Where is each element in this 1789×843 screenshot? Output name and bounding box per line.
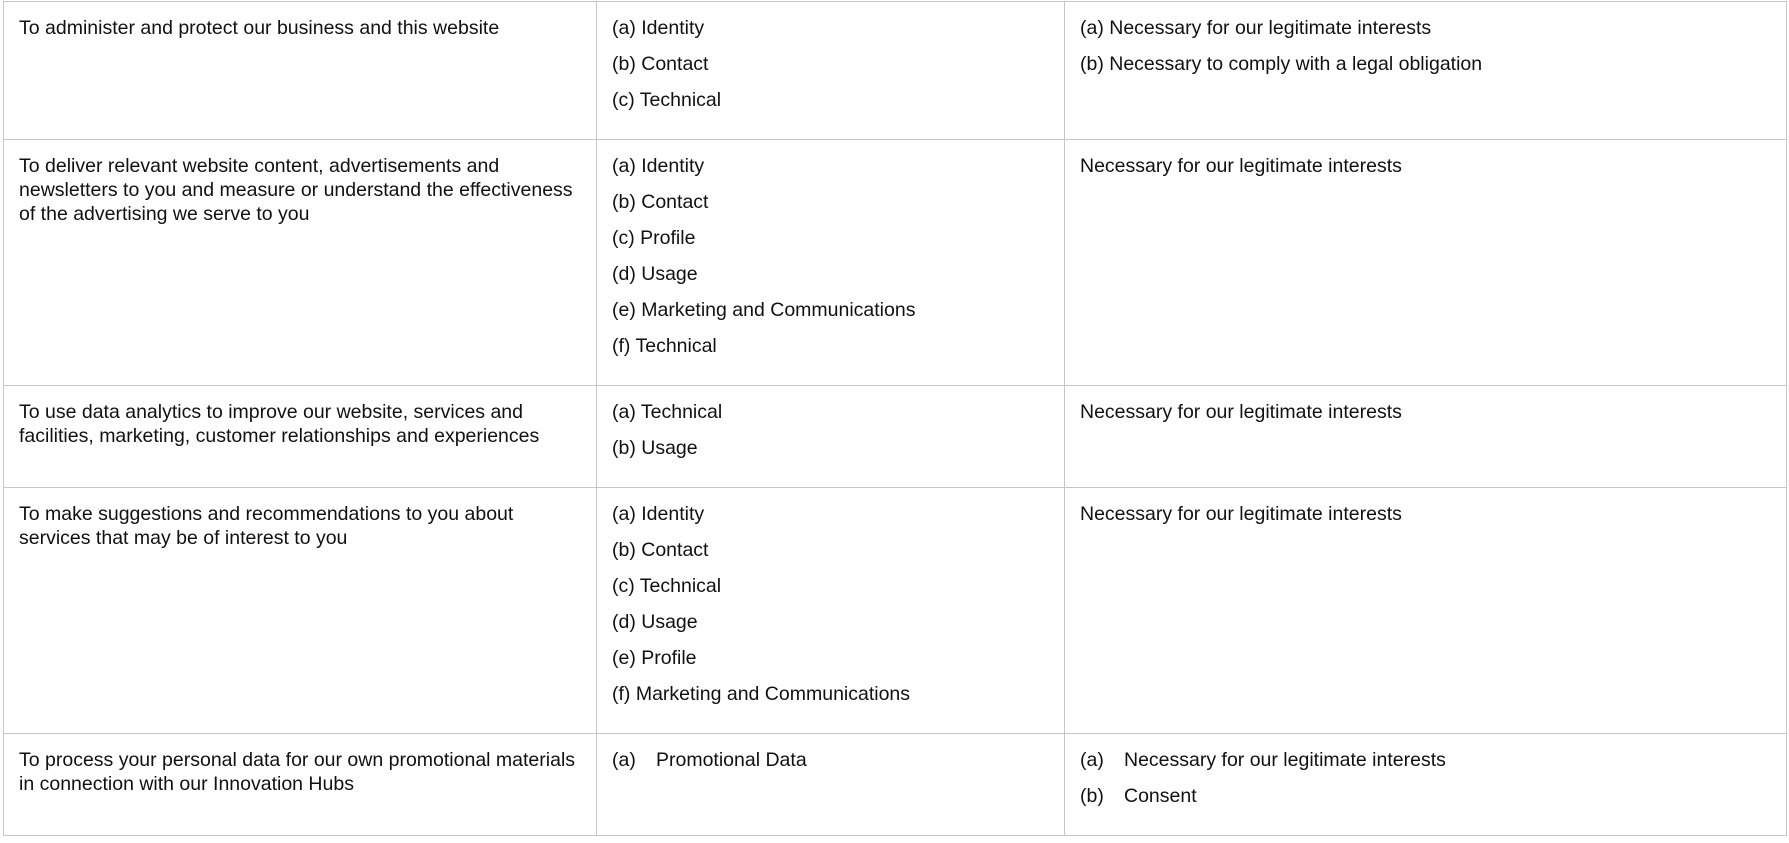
purpose-text: To deliver relevant website content, advertisements and newsletters to you and measure or understand the effectiveness of the advertising we serve to you — [19, 155, 573, 225]
list-item — [1080, 784, 1772, 808]
list-item: (a) Necessary for our legitimate interests — [1080, 17, 1432, 39]
data-type-cell — [597, 734, 1065, 836]
table-row — [4, 386, 1787, 488]
list-item: (c) Technical — [612, 89, 722, 111]
lawful-basis-cell — [1065, 2, 1787, 140]
lawful-basis-list — [1080, 400, 1772, 424]
table-row — [4, 140, 1787, 386]
list-marker: (a) — [612, 749, 636, 771]
list-item: (d) Usage — [612, 263, 698, 285]
list-item: (f) Marketing and Communications — [612, 683, 911, 705]
list-item: (e) Marketing and Communications — [612, 299, 916, 321]
lawful-basis-cell — [1065, 488, 1787, 734]
lawful-basis-list — [1080, 154, 1772, 178]
lawful-basis-list — [1080, 748, 1772, 808]
list-item: (c) Profile — [612, 227, 696, 249]
purpose-cell — [4, 140, 597, 386]
data-type-list — [612, 748, 1050, 772]
list-item: (a) Identity — [612, 17, 705, 39]
list-item: (b) Usage — [612, 437, 698, 459]
list-item: Necessary for our legitimate interests — [1080, 401, 1402, 423]
data-type-list — [612, 502, 1050, 706]
purpose-cell — [4, 488, 597, 734]
list-item — [612, 748, 1050, 772]
list-item: (e) Profile — [612, 647, 697, 669]
purpose-cell — [4, 386, 597, 488]
table-row — [4, 734, 1787, 836]
list-item-text: Necessary for our legitimate interests — [1124, 749, 1446, 771]
lawful-basis-cell — [1065, 140, 1787, 386]
lawful-basis-cell — [1065, 734, 1787, 836]
list-marker: (a) — [1080, 749, 1104, 771]
list-item: (f) Technical — [612, 335, 717, 357]
list-item: (a) Technical — [612, 401, 723, 423]
list-item: Necessary for our legitimate interests — [1080, 503, 1402, 525]
list-item: (a) Identity — [612, 503, 705, 525]
purpose-text: To administer and protect our business and this website — [19, 17, 500, 39]
data-type-list — [612, 154, 1050, 358]
list-item: (b) Contact — [612, 539, 709, 561]
list-item: (a) Identity — [612, 155, 705, 177]
list-item: (d) Usage — [612, 611, 698, 633]
list-item: (b) Contact — [612, 191, 709, 213]
list-item — [1080, 748, 1772, 772]
purpose-text: To process your personal data for our own promotional materials in connection with our Innovation Hubs — [19, 749, 576, 795]
data-type-cell — [597, 2, 1065, 140]
lawful-basis-table — [3, 1, 1787, 836]
purpose-text: To use data analytics to improve our website, services and facilities, marketing, customer relationships and experiences — [19, 401, 540, 447]
list-marker: (b) — [1080, 785, 1104, 807]
data-type-list — [612, 400, 1050, 460]
lawful-basis-cell — [1065, 386, 1787, 488]
table-row — [4, 488, 1787, 734]
lawful-basis-list — [1080, 502, 1772, 526]
data-type-cell — [597, 488, 1065, 734]
list-item-text: Promotional Data — [656, 749, 807, 771]
lawful-basis-list — [1080, 16, 1772, 76]
purpose-cell — [4, 734, 597, 836]
table-row — [4, 2, 1787, 140]
data-type-list — [612, 16, 1050, 112]
list-item-text: Consent — [1124, 785, 1197, 807]
list-item: Necessary for our legitimate interests — [1080, 155, 1402, 177]
list-item: (b) Contact — [612, 53, 709, 75]
list-item: (c) Technical — [612, 575, 722, 597]
purpose-cell — [4, 2, 597, 140]
list-item: (b) Necessary to comply with a legal obligation — [1080, 53, 1483, 75]
data-type-cell — [597, 140, 1065, 386]
data-type-cell — [597, 386, 1065, 488]
purpose-text: To make suggestions and recommendations to you about services that may be of interest to you — [19, 503, 514, 549]
